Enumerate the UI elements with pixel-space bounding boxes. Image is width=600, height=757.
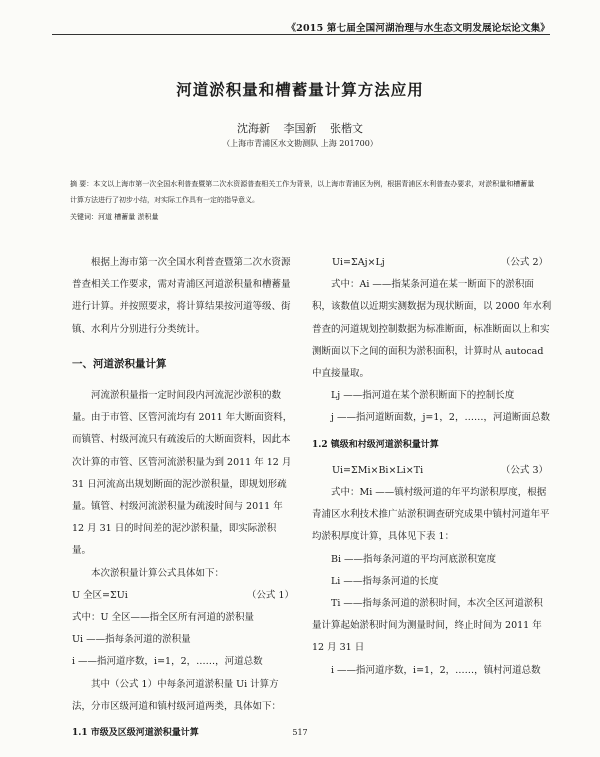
definition-ui: Ui ——指每条河道的淤积量 (72, 634, 191, 646)
paper-title: 河道淤积量和槽蓄量计算方法应用 (176, 80, 424, 99)
formula-2-number: （公式 2） (500, 257, 548, 268)
definition-lj: Lj ——指河道在某个淤积断面下的控制长度 (331, 390, 515, 402)
authors: 沈海新 李国新 张楷文 (237, 122, 363, 135)
formula-1-number: （公式 1） (246, 589, 294, 601)
definition-i-town: i ——指河道序数，i=1，2，……，镇村河道总数 (331, 664, 541, 676)
formula-3 (312, 460, 552, 482)
formula-2-expression: Ui=ΣAj×Lj (332, 257, 385, 268)
definition-j: j ——指河道断面数，j=1，2，……，河道断面总数 (331, 412, 550, 424)
definition-u-total: 式中：U 全区——指全区所有河道的淤积量 (72, 612, 255, 624)
definition-i: i ——指河道序数，i=1，2，……，河道总数 (72, 656, 263, 668)
page-number: 517 (292, 728, 308, 737)
formula-1 (72, 585, 294, 607)
formula-2 (312, 252, 552, 274)
formula-3-number: （公式 3） (500, 464, 548, 476)
definition-mi: 式中：Mi ——镇村级河道的年平均淤积厚度，根据青浦区水利技术推广站淤积调查研究成果中镇村河道年平均淤积厚度计算，具体见下表 1： (312, 487, 550, 543)
abstract: 摘 要：本文以上海市第一次全国水利普查暨第二次水资源普查相关工作为背景，以上海市青浦区为例，根据青浦区水利普查办要求，对淤积量和槽蓄量计算方法进行了初步小结，对实际工作具有一定的指导意义。 (70, 180, 535, 204)
section-1-2-heading: 1.2 镇级和村级河道淤积量计算 (312, 439, 439, 450)
definition-li: Li ——指每条河道的长度 (331, 575, 439, 587)
definition-ai: 式中：Ai ——指某条河道在某一断面下的淤积面积，该数值以近期实测数据为现状断面，以 2000 年水利普查的河道规划控制数据为标准断面，标准断面以上和实测断面以下之间的面积为淤积面积，计算时从 autocad 中直接量取。 (312, 279, 552, 380)
formula-3-expression: Ui=ΣMi×Bi×Li×Ti (332, 464, 424, 476)
keywords: 关键词：河道 槽蓄量 淤积量 (70, 213, 159, 221)
header-rule (52, 34, 550, 35)
right-column (312, 252, 552, 682)
section-1-1-heading: 1.1 市级及区级河道淤积量计算 (72, 728, 199, 739)
formula-intro: 本次淤积量计算公式具体如下： (91, 567, 225, 579)
formula-1-explanation: 其中（公式 1）中每条河道淤积量 Ui 计算方法，分市区级河道和镇村级河道两类，具体如下： (72, 678, 282, 712)
intro-paragraph: 根据上海市第一次全国水利普查暨第二次水资源普查相关工作要求，需对青浦区河道淤积量和槽蓄量进行计算。并按照要求，将计算结果按河道等级、街镇、水利片分别进行分类统计。 (72, 257, 291, 335)
section-1-heading: 一、河道淤积量计算 (72, 357, 167, 370)
definition-ti: Ti ——指每条河道的淤积时间，本次全区河道淤积量计算起始淤积时间为测量时间，终止时间为 2011 年 12 月 31 日 (312, 598, 543, 654)
formula-1-expression: U 全区=ΣUi (72, 589, 128, 601)
section-1-paragraph: 河流淤积量指一定时间段内河流泥沙淤积的数量。由于市管、区管河流均有 2011 年大断面资料，而镇管、村级河流只有疏浚后的大断面资料，因此本次计算的市管、区管河流淤积量为到 2011 年 12 月 31 日河流高出规划断面的泥沙淤积量，即规划形疏量。镇管、村级河流淤积量为疏浚时间与 2011 年 12 月 31 日的时间差的泥沙淤积量，即实际淤积量。 (72, 390, 293, 557)
left-column (72, 252, 294, 748)
running-header: 《2015 第七届全国河湖治理与水生态文明发展论坛论文集》 (286, 23, 550, 34)
definition-bi: Bi ——指每条河道的平均河底淤积宽度 (331, 553, 497, 565)
affiliation: （上海市青浦区水文勘测队 上海 201700） (222, 139, 378, 148)
